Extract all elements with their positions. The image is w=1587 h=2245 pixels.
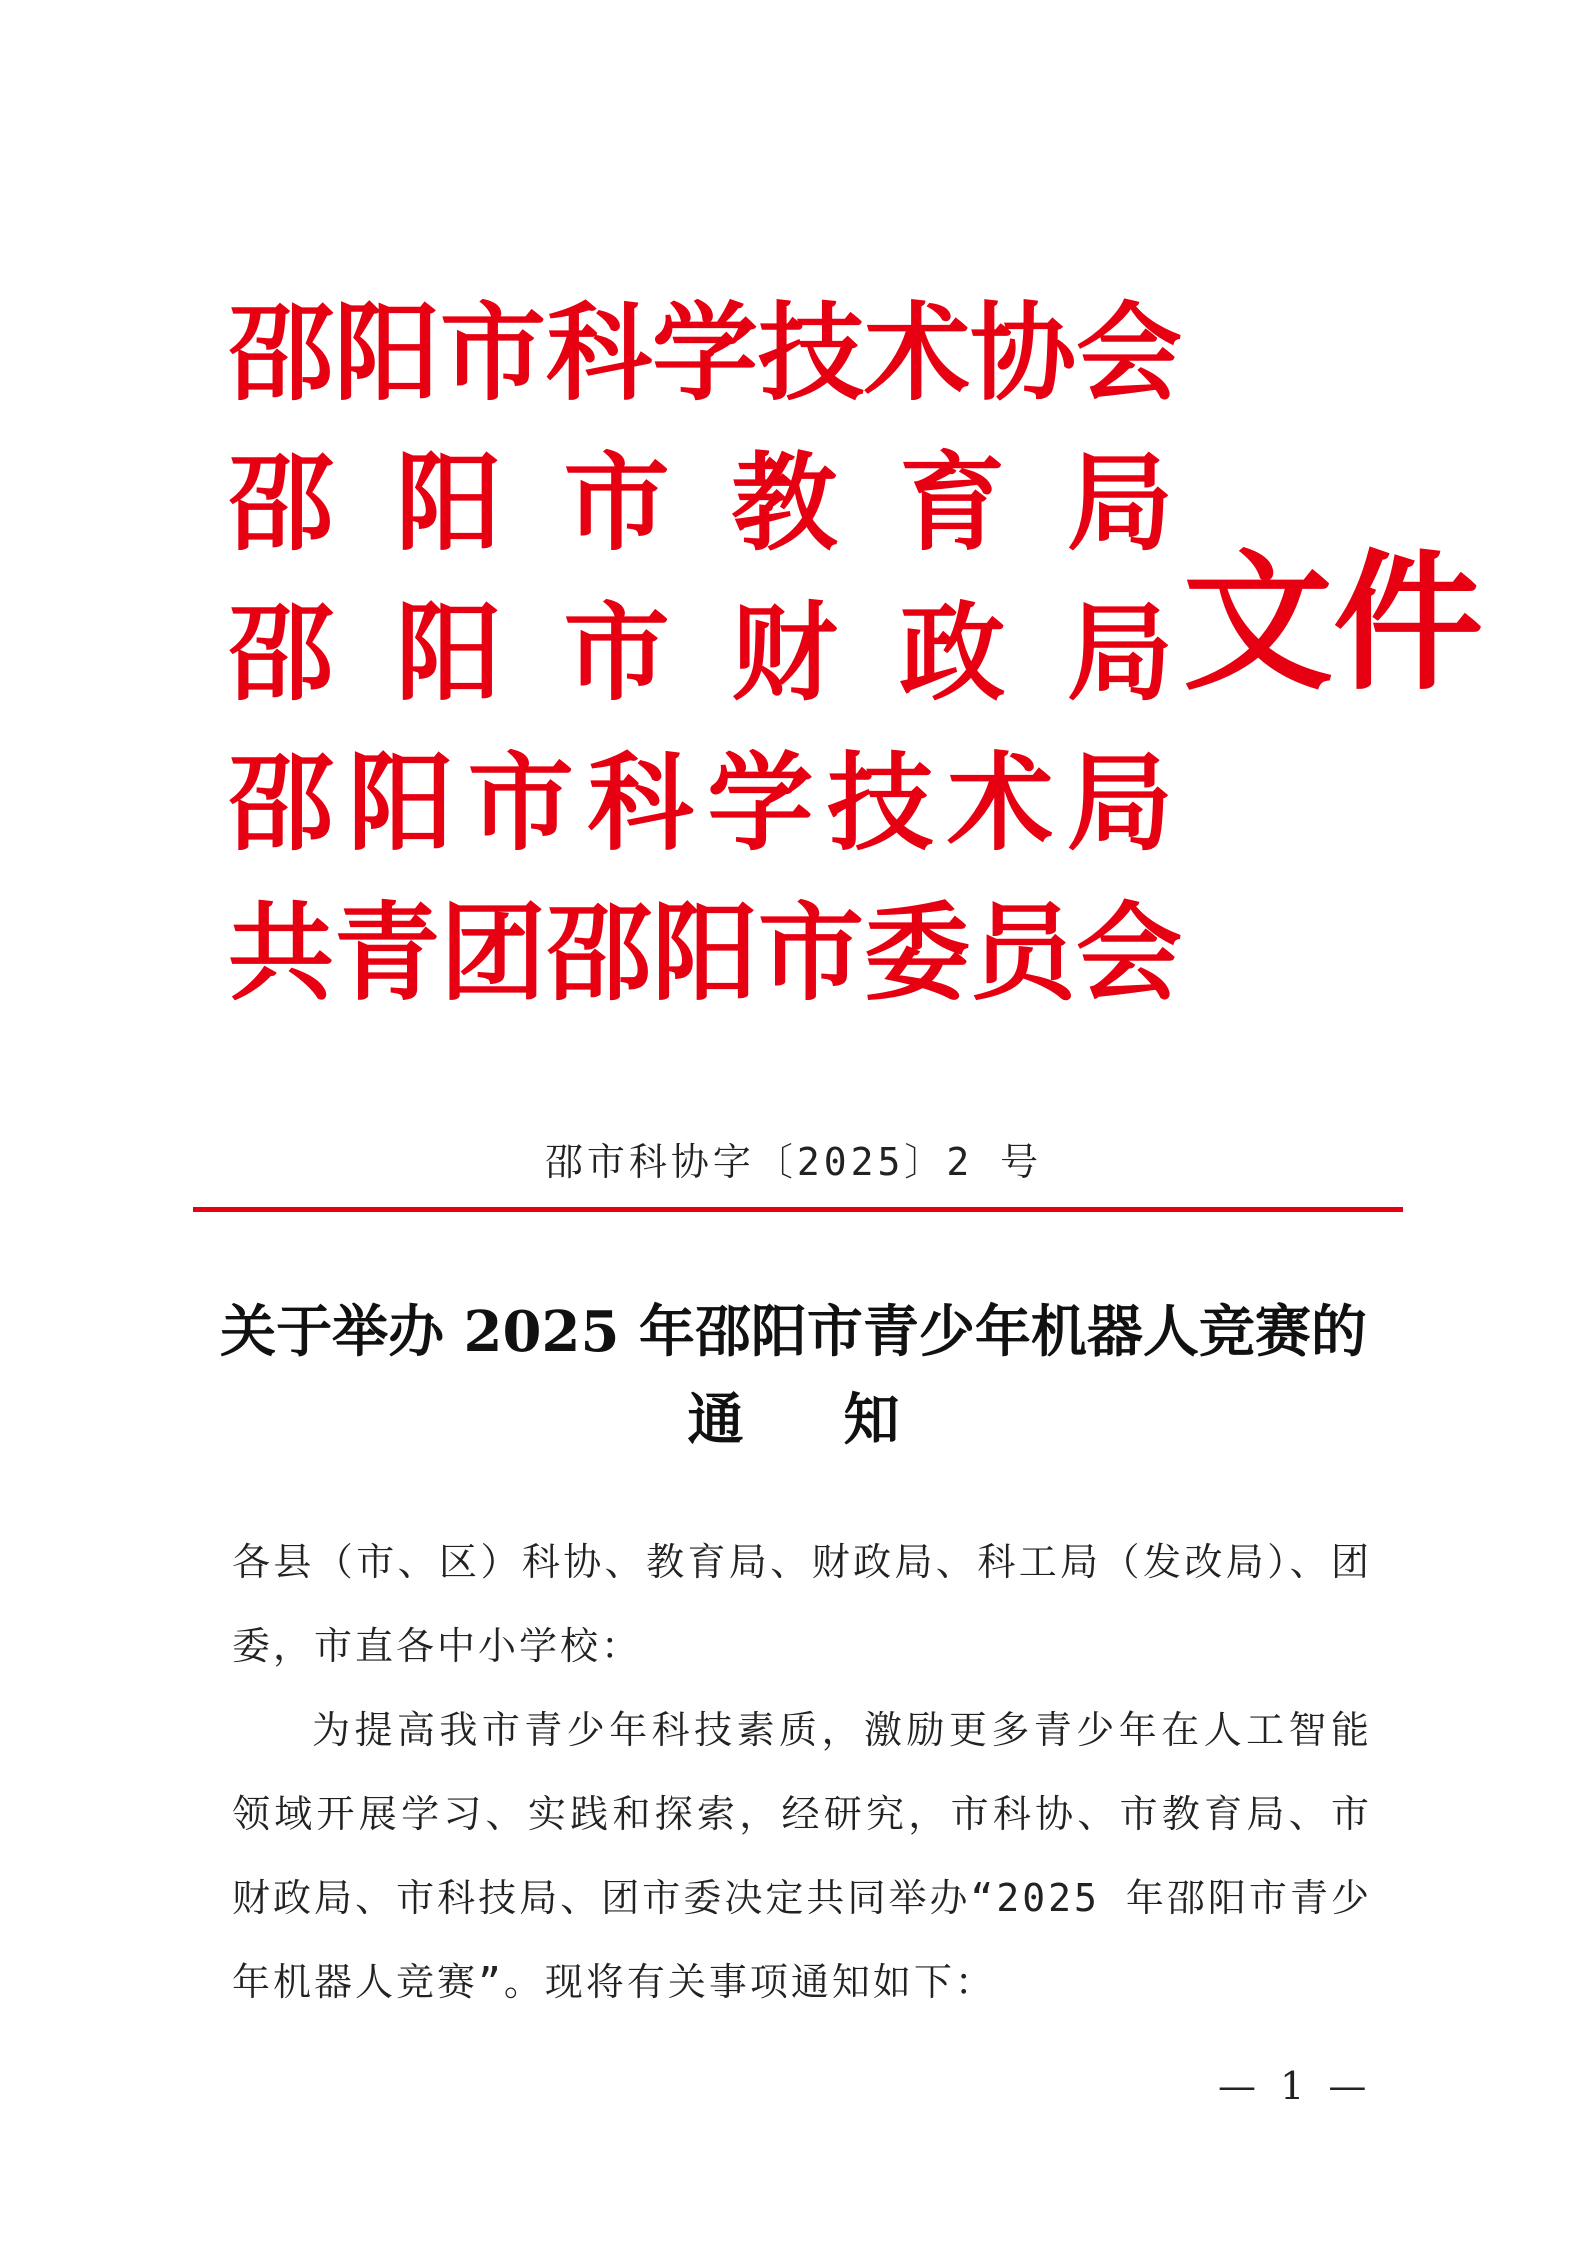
document-number: 邵市科协字〔2025〕2 号 [544, 1140, 1043, 1184]
org-char: 市 [440, 290, 546, 415]
org-char: 财 [731, 590, 838, 715]
org-char: 科 [587, 740, 694, 865]
org-char: 会 [1076, 290, 1182, 415]
org-char: 会 [1076, 890, 1182, 1015]
org-char: 市 [563, 590, 670, 715]
org-char: 共 [228, 890, 334, 1015]
org-char: 邵 [228, 740, 334, 865]
org-char: 邵 [228, 290, 334, 415]
org-char: 阳 [334, 290, 440, 415]
org-char: 学 [707, 740, 814, 865]
red-divider-line [193, 1207, 1403, 1212]
org-char: 术 [864, 290, 970, 415]
org-char: 员 [970, 890, 1076, 1015]
org-char: 市 [467, 740, 574, 865]
org-char: 阳 [652, 890, 758, 1015]
org-char: 学 [652, 290, 758, 415]
org-char: 团 [440, 890, 546, 1015]
org-char: 局 [1066, 440, 1173, 565]
org-char: 育 [899, 440, 1006, 565]
document-body [232, 1520, 1372, 2024]
org-char: 术 [947, 740, 1054, 865]
page-number: — 1 — [1218, 2064, 1373, 2108]
document-title [0, 1288, 1587, 1464]
org-char: 委 [864, 890, 970, 1015]
doc-type-label: 文件 [1183, 535, 1484, 711]
org-char: 邵 [228, 440, 334, 565]
red-masthead [228, 278, 1228, 1028]
org-char: 政 [899, 590, 1006, 715]
org-line-4 [228, 728, 1173, 878]
org-char: 教 [731, 440, 838, 565]
org-line-1 [228, 278, 1182, 428]
org-line-5 [228, 878, 1182, 1028]
title-line-2: 通知 [687, 1387, 1000, 1453]
org-char: 局 [1066, 740, 1173, 865]
org-char: 阳 [347, 740, 454, 865]
body-paragraph: 为提高我市青少年科技素质，激励更多青少年在人工智能领域开展学习、实践和探索，经研究，市科协、市教育局、市财政局、市科技局、团市委决定共同举办“2025 年邵阳市青少年机器人竞赛”。现将有关事项通知如下： [232, 1708, 1372, 2004]
org-char: 局 [1066, 590, 1173, 715]
org-char: 阳 [395, 440, 502, 565]
org-char: 技 [827, 740, 934, 865]
org-char: 科 [546, 290, 652, 415]
org-line-3 [228, 578, 1173, 728]
salutation: 各县（市、区）科协、教育局、财政局、科工局（发改局）、团委，市直各中小学校： [232, 1540, 1372, 1668]
org-char: 技 [758, 290, 864, 415]
org-char: 邵 [228, 590, 334, 715]
org-char: 市 [563, 440, 670, 565]
title-line-1: 关于举办 2025 年邵阳市青少年机器人竞赛的 [220, 1299, 1367, 1365]
org-char: 青 [334, 890, 440, 1015]
org-char: 邵 [546, 890, 652, 1015]
org-char: 协 [970, 290, 1076, 415]
org-line-2 [228, 428, 1173, 578]
org-char: 阳 [395, 590, 502, 715]
org-char: 市 [758, 890, 864, 1015]
